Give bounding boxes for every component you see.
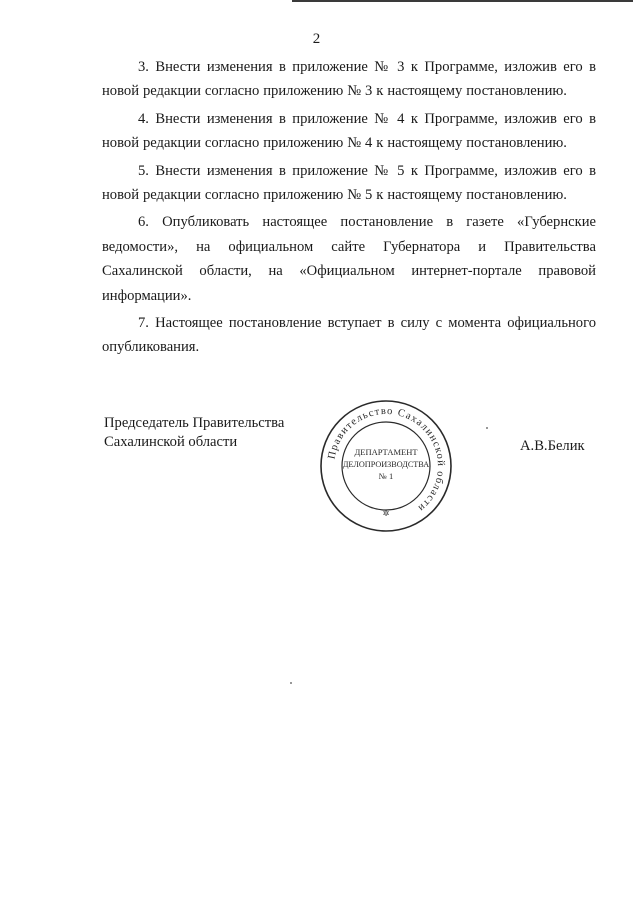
signer-title-line1: Председатель Правительства	[104, 415, 285, 431]
scan-speck	[290, 682, 292, 684]
signer-name: А.В.Белик	[520, 438, 585, 454]
seal-graphic	[318, 398, 454, 534]
item-4: 4. Внести изменения в приложение № 4 к Программе, изложив его в новой редакции согласно приложению № 4 к настоящему постановлению.	[102, 110, 596, 152]
top-edge-rule	[292, 0, 633, 2]
seal-ring-text: Правительство Сахалинской области	[326, 405, 447, 515]
seal-center-line3: № 1	[378, 471, 394, 481]
signer-title	[104, 414, 314, 452]
seal-center-line2: ДЕЛОПРОИЗВОДСТВА	[342, 460, 430, 469]
seal-center-line1: ДЕПАРТАМЕНТ	[354, 447, 418, 457]
seal-star-icon: ✲	[382, 509, 390, 518]
resolution-items	[102, 55, 596, 363]
scan-speck	[486, 427, 488, 429]
item-6: 6. Опубликовать настоящее постановление в газете «Губернские ведомости», на официальном сайте Губернатора и Правительства Сахалинской области, на «Официальном интернет-портале правовой информации».	[102, 214, 596, 304]
item-7: 7. Настоящее постановление вступает в силу с момента официального опубликования.	[102, 315, 596, 356]
item-3: 3. Внести изменения в приложение № 3 к Программе, изложив его в новой редакции согласно приложению № 3 к настоящему постановлению.	[102, 59, 596, 100]
signer-title-line2: Сахалинской области	[104, 434, 238, 450]
item-5: 5. Внести изменения в приложение № 5 к Программе, изложив его в новой редакции согласно приложению № 5 к настоящему постановлению.	[102, 162, 596, 204]
page-number: 2	[312, 31, 321, 47]
official-seal	[318, 398, 454, 534]
